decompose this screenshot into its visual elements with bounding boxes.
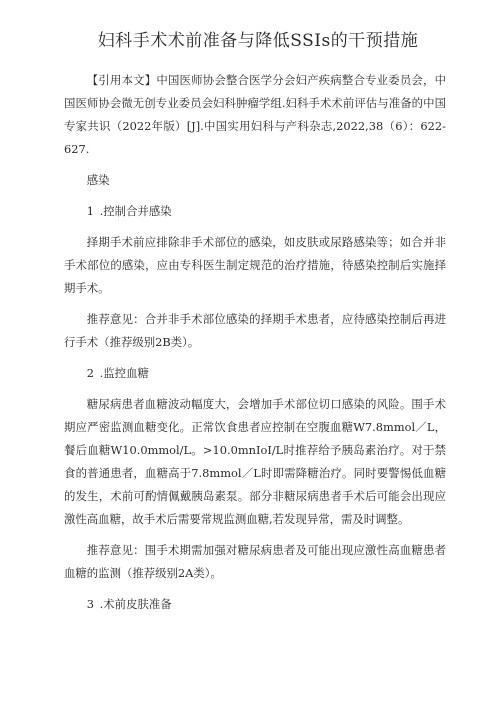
- document-title: 妇科手术术前准备与降低SSIs的干预措施: [97, 31, 419, 51]
- body-paragraph: 糖尿病患者血糖波动幅度大，会增加手术部位切口感染的风险。围手术期应严密监测血糖变化。正常饮食患者应控制在空腹血糖W7.8mmol／L，餐后血糖W10.0mmol/L。>10.0mnIoI/L时推荐给予胰岛素治疗。对于禁食的普通患者，血糖高于7.8mmol／L时即需降糖治疗。同时要警惕低血糖的发生，术前可酌情佩戴胰岛素泵。部分非糖尿病患者手术后可能会出现应激性高血糖，故手术后需要常规监测血糖,若发现异常，需及时调整。: [64, 397, 446, 526]
- recommendation-paragraph: 推荐意见：合并非手术部位感染的择期手术患者，应待感染控制后再进行手术（推荐级别2B类）。: [64, 312, 446, 349]
- subheading-text: .术前皮肤准备: [99, 597, 172, 611]
- subheading-number: 2: [86, 366, 95, 380]
- subheading-number: 3: [86, 597, 95, 611]
- recommendation-paragraph: 推荐意见：围手术期需加强对糖尿病患者及可能出现应激性高血糖患者血糖的监测（推荐级别2A类）。: [64, 543, 446, 580]
- subheading-text: .监控血糖: [99, 366, 149, 380]
- subheading-number: 1: [86, 204, 95, 218]
- section-heading: 感染: [86, 173, 110, 187]
- body-paragraph: 择期手术前应排除非手术部位的感染，如皮肤或尿路感染等；如合并非手术部位的感染，应由专科医生制定规范的治疗措施，待感染控制后实施择期手术。: [64, 235, 446, 295]
- subheading-2: [64, 362, 446, 385]
- citation-paragraph: 【引用本文】中国医师协会整合医学分会妇产疾病整合专业委员会，中国医师协会微无创专业委员会妇科肿瘤学组.妇科手术术前评估与准备的中国专家共识（2022年版）[J].中国实用妇科与产科杂志,2022,38（6）：622-627.: [64, 73, 446, 156]
- subheading-1: [64, 200, 446, 223]
- subheading-3: [64, 593, 446, 616]
- subheading-text: .控制合并感染: [99, 204, 172, 218]
